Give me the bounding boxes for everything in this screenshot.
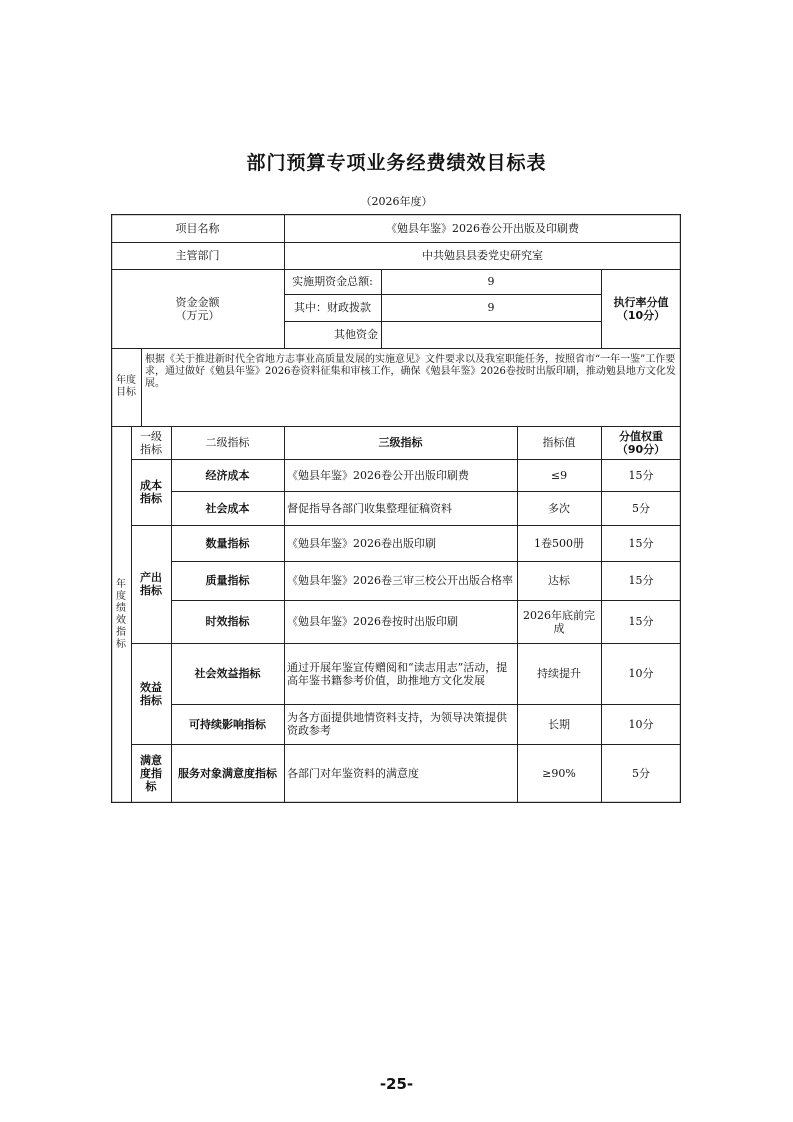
- dept-value: 中共勉县县委党史研究室: [422, 249, 543, 262]
- row-level2: 服务对象满意度指标: [178, 767, 277, 780]
- header-level3: 三级指标: [378, 436, 423, 449]
- funds-total-label: 实施期资金总额:: [292, 275, 373, 288]
- row-level3: 《勉县年鉴》2026卷按时出版印刷: [287, 615, 458, 628]
- row-value: 持续提升: [537, 667, 581, 680]
- row-weight: 15分: [628, 468, 654, 482]
- row-weight: 15分: [628, 615, 654, 628]
- exec-rate-label: 执行率分值（10分）: [613, 295, 669, 322]
- row-value: 长期: [548, 717, 570, 731]
- funds-fiscal-value: 9: [487, 301, 495, 314]
- row-weight: 5分: [632, 501, 650, 515]
- group-output: 产出 指标: [140, 571, 162, 597]
- header-level1: 一级 指标: [140, 429, 162, 456]
- row-value: ≥90%: [542, 767, 576, 780]
- year-line: （2026年度）: [360, 195, 433, 208]
- header-value: 指标值: [542, 436, 576, 449]
- funds-other-value: [381, 321, 601, 348]
- row-value: ≤9: [550, 468, 568, 482]
- row-value: 2026年底前完成: [523, 608, 595, 635]
- row-level3: 为各方面提供地情资料支持，为领导决策提供资政参考: [287, 711, 507, 737]
- row-value: 多次: [548, 501, 570, 515]
- row-weight: 10分: [628, 667, 654, 680]
- row-level3: 《勉县年鉴》2026卷三审三校公开出版合格率: [287, 574, 513, 587]
- page-number: -25-: [379, 1075, 414, 1093]
- row-weight: 5分: [632, 767, 650, 780]
- row-level2: 社会效益指标: [194, 667, 261, 680]
- project-name-value: 《勉县年鉴》2026卷公开出版及印刷费: [386, 221, 579, 235]
- row-level3: 督促指导各部门收集整理征稿资料: [287, 501, 452, 515]
- row-level3: 通过开展年鉴宣传赠阅和“读志用志”活动，提高年鉴书籍参考价值，助推地方文化发展: [287, 660, 508, 687]
- row-value: 1卷500册: [534, 536, 584, 550]
- group-cost: 成本 指标: [140, 479, 162, 505]
- row-value: 达标: [548, 574, 570, 587]
- annual-goal-label: 年度目标: [116, 375, 136, 398]
- dept-label: 主管部门: [175, 249, 220, 262]
- row-level2: 可持续影响指标: [189, 717, 266, 731]
- annual-goal-text: 根据《关于推进新时代全省地方志事业高质量发展的实施意见》文件要求以及我室职能任务，按照省市“一年一鉴”工作要求，通过做好《勉县年鉴》2026卷资料征集和审核工作，确保《勉县年鉴》2026卷按时出版印刷，推动勉县地方文化发展。: [145, 354, 676, 389]
- group-satisfaction: 满意 度指 标: [140, 754, 162, 793]
- page-title: 部门预算专项业务经费绩效目标表: [246, 152, 547, 174]
- row-level2: 经济成本: [205, 468, 250, 482]
- row-weight: 15分: [628, 536, 654, 550]
- header-level2: 二级指标: [205, 436, 250, 449]
- row-level2: 时效指标: [205, 615, 250, 628]
- row-level2: 社会成本: [205, 501, 250, 515]
- funds-total-value: 9: [487, 275, 495, 288]
- row-weight: 10分: [628, 717, 654, 731]
- group-benefit: 效益 指标: [140, 680, 162, 707]
- funds-label: 资金金额 （万元）: [175, 295, 220, 322]
- indicators-section-label: 年度绩效指标: [116, 578, 126, 650]
- performance-table: [111, 214, 681, 803]
- row-level2: 数量指标: [205, 536, 250, 550]
- header-weight: 分值权重 （90分）: [616, 429, 666, 456]
- row-level3: 《勉县年鉴》2026卷公开出版印刷费: [287, 468, 469, 482]
- row-level3: 各部门对年鉴资料的满意度: [287, 767, 419, 780]
- row-level2: 质量指标: [205, 574, 250, 587]
- row-weight: 15分: [628, 574, 654, 587]
- funds-other-label: 其他资金: [334, 328, 378, 341]
- row-level3: 《勉县年鉴》2026卷出版印刷: [287, 536, 436, 550]
- project-name-label: 项目名称: [175, 221, 220, 235]
- funds-fiscal-label: 其中：财政拨款: [294, 301, 371, 314]
